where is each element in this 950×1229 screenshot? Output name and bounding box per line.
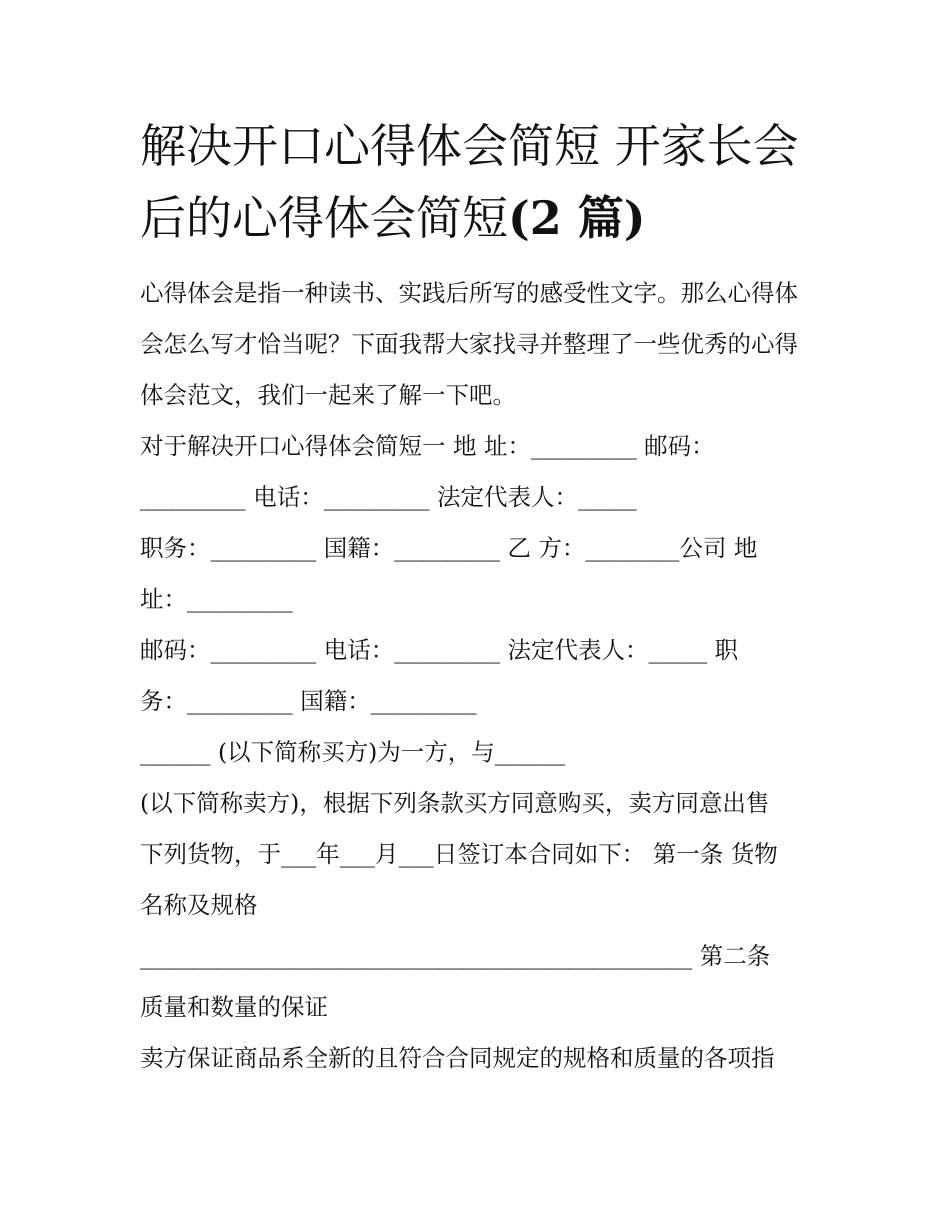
contract-line-9: 下列货物，于___年___月___日签订本合同如下： 第一条 货物 xyxy=(140,840,778,868)
contract-line-8: (以下简称卖方)，根据下列条款买方同意购买，卖方同意出售 xyxy=(140,789,770,817)
contract-line-5: 邮码：_________ 电话：_________ 法定代表人：_____ 职 xyxy=(140,636,739,664)
contract-line-2: _________ 电话：_________ 法定代表人：_____ xyxy=(140,483,637,511)
contract-line-10: 名称及规格 xyxy=(140,891,258,919)
document-title xyxy=(140,110,820,254)
title-text: 解决开口心得体会简短 开家长会后的心得体会简短 xyxy=(140,119,799,245)
contract-line-7: ______ (以下简称买方)为一方，与______ xyxy=(140,738,566,766)
document-page xyxy=(140,110,820,1084)
contract-line-13: 卖方保证商品系全新的且符合合同规定的规格和质量的各项指 xyxy=(140,1044,775,1072)
contract-line-4: 址：_________ xyxy=(140,585,293,613)
contract-line-11: _______________________________________________ 第二条 xyxy=(140,942,771,970)
title-count-suffix: 篇) xyxy=(561,191,646,245)
contract-line-1: 对于解决开口心得体会简短一 地 址：_________ 邮码： xyxy=(140,432,715,460)
contract-line-12: 质量和数量的保证 xyxy=(140,993,328,1021)
title-count: (2 xyxy=(508,191,562,245)
contract-line-6: 务：_________ 国籍：_________ xyxy=(140,687,477,715)
contract-body xyxy=(140,421,820,1084)
contract-line-3: 职务：_________ 国籍：_________ 乙 方：________公司 地 xyxy=(140,534,758,562)
intro-paragraph: 心得体会是指一种读书、实践后所写的感受性文字。那么心得体会怎么写才恰当呢？下面我帮大家找寻并整理了一些优秀的心得体会范文，我们一起来了解一下吧。 xyxy=(140,279,798,409)
